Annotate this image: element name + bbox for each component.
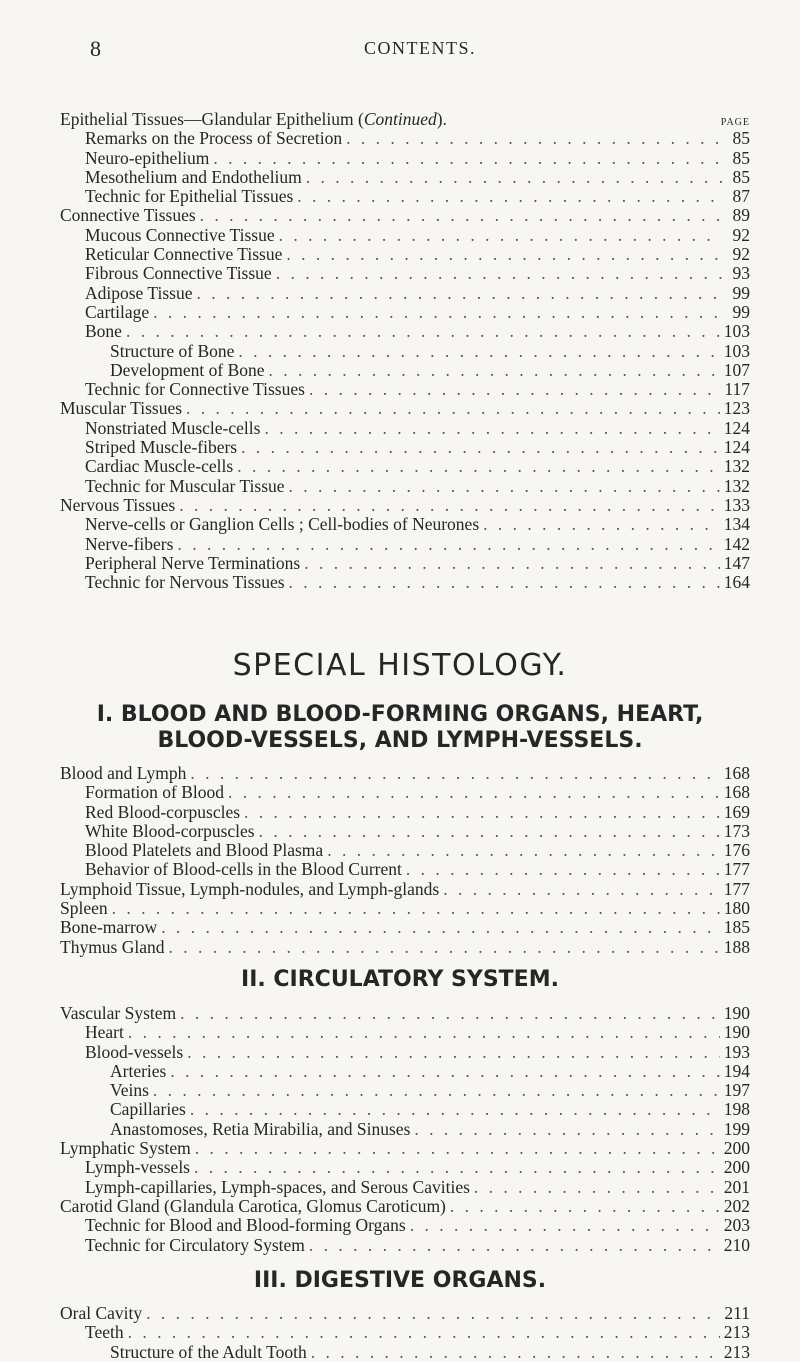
toc-entry xyxy=(60,554,750,573)
toc-entry-page: 210 xyxy=(723,1234,750,1255)
dot-leader xyxy=(228,783,720,802)
toc-entry xyxy=(60,783,750,802)
toc-entry-label: Technic for Epithelial Tissues xyxy=(85,186,294,207)
toc-entry xyxy=(60,1236,750,1255)
running-title: CONTENTS. xyxy=(364,38,476,58)
toc-entry-label: Fibrous Connective Tissue xyxy=(85,263,272,284)
toc-entry-page: 147 xyxy=(723,552,750,573)
toc-entry xyxy=(60,918,750,937)
toc-entry xyxy=(60,1004,750,1023)
toc-section-3 xyxy=(60,1304,750,1362)
section-1-title-line2: BLOOD-VESSELS, AND LYMPH-VESSELS. xyxy=(157,728,643,753)
dot-leader xyxy=(126,322,720,341)
dot-leader xyxy=(177,535,719,554)
toc-entry-page: 203 xyxy=(723,1215,750,1236)
toc-entry xyxy=(60,1343,750,1362)
dot-leader xyxy=(146,1304,720,1323)
toc-entry xyxy=(60,938,750,957)
toc-entry-label: Thymus Gland xyxy=(60,936,165,957)
toc-entry xyxy=(60,264,750,283)
toc-entry xyxy=(60,1043,750,1062)
dot-leader xyxy=(311,1343,720,1362)
toc-entry-label: Cartilage xyxy=(85,301,150,322)
toc-entry-label: Capillaries xyxy=(110,1099,186,1120)
toc-entry-page: 123 xyxy=(723,398,750,419)
toc-entry xyxy=(60,764,750,783)
toc-entry-page: 142 xyxy=(723,533,750,554)
section-1-title xyxy=(0,702,800,754)
toc-entry xyxy=(60,149,750,168)
toc-entry xyxy=(60,1323,750,1342)
dot-leader xyxy=(297,187,722,206)
toc-entry xyxy=(60,1139,750,1158)
toc-entry-page: 124 xyxy=(723,417,750,438)
toc-entry-label: Vascular System xyxy=(60,1003,177,1023)
dot-leader xyxy=(161,918,720,937)
toc-entry-page: 213 xyxy=(723,1341,750,1362)
toc-entry-label: Carotid Gland (Glandula Carotica, Glomus Caroticum) xyxy=(60,1195,446,1216)
toc-entry xyxy=(60,515,750,534)
dot-leader xyxy=(450,1197,720,1216)
toc-entry xyxy=(60,1023,750,1042)
toc-entry-page: 117 xyxy=(724,379,750,400)
toc-entry xyxy=(60,129,750,148)
toc-entry xyxy=(60,168,750,187)
toc-entry xyxy=(60,245,750,264)
toc-entry-label: Nonstriated Muscle-cells xyxy=(85,417,261,438)
section-3-title: III. DIGESTIVE ORGANS. xyxy=(253,1268,547,1293)
dot-leader xyxy=(483,515,720,534)
toc-entry xyxy=(60,822,750,841)
dot-leader xyxy=(195,1139,720,1158)
toc-entry-page: 200 xyxy=(723,1157,750,1178)
toc-entry-label: Teeth xyxy=(85,1322,124,1343)
dot-leader xyxy=(112,899,720,918)
toc-entry xyxy=(60,380,750,399)
toc-entry-page: 180 xyxy=(723,898,750,919)
dot-leader xyxy=(237,457,720,476)
toc-entry-page: 188 xyxy=(723,936,750,957)
toc-entry-page: 168 xyxy=(723,763,750,783)
toc-entry-label-italic: Continued xyxy=(363,109,437,129)
toc-entry-label: Technic for Nervous Tissues xyxy=(85,572,285,593)
dot-leader xyxy=(410,1216,720,1235)
toc-entry xyxy=(60,899,750,918)
toc-entry-page: 199 xyxy=(723,1118,750,1139)
toc-entry xyxy=(60,303,750,322)
toc-entry xyxy=(60,841,750,860)
toc-entry-label: Lymph-capillaries, Lymph-spaces, and Serous Cavities xyxy=(85,1176,470,1197)
toc-entry-page: 103 xyxy=(723,340,750,361)
dot-leader xyxy=(269,361,720,380)
toc-entry-label: Reticular Connective Tissue xyxy=(85,244,283,265)
toc-entry-label: Blood-vessels xyxy=(85,1041,184,1062)
dot-leader xyxy=(194,1158,720,1177)
toc-entry-page: 99 xyxy=(732,301,750,322)
toc-entry-page: 132 xyxy=(723,456,750,477)
dot-leader xyxy=(289,477,720,496)
toc-entry-page: 92 xyxy=(732,244,750,265)
dot-leader xyxy=(286,245,722,264)
toc-entry-label: Bone xyxy=(85,321,122,342)
toc-entry-label: Cardiac Muscle-cells xyxy=(85,456,234,477)
toc-entry-label: Adipose Tissue xyxy=(85,282,193,303)
toc-entry-page: 201 xyxy=(723,1176,750,1197)
dot-leader xyxy=(153,303,722,322)
dot-leader xyxy=(244,803,720,822)
dot-leader xyxy=(309,1236,720,1255)
toc-entry-label: Structure of Bone xyxy=(110,340,235,361)
dot-leader xyxy=(279,226,722,245)
toc-entry-page: 133 xyxy=(723,494,750,515)
toc-entry-label: Formation of Blood xyxy=(85,782,225,803)
toc-entry xyxy=(60,1062,750,1081)
special-histology-title: SPECIAL HISTOLOGY. xyxy=(232,648,568,683)
toc-entry-label: Remarks on the Process of Secretion xyxy=(85,128,343,149)
toc-entry xyxy=(60,110,750,129)
toc-entry xyxy=(60,860,750,879)
toc-section-1 xyxy=(60,764,750,957)
toc-entry-page: 193 xyxy=(723,1041,750,1062)
toc-entry-page: 200 xyxy=(723,1138,750,1159)
toc-entry xyxy=(60,496,750,515)
toc-entry xyxy=(60,1304,750,1323)
toc-entry-page: 173 xyxy=(723,820,750,841)
toc-entry-label: Peripheral Nerve Terminations xyxy=(85,552,301,573)
toc-entry xyxy=(60,1100,750,1119)
toc-entry-label-end: ). xyxy=(436,109,447,129)
toc-entry-label: Lymphatic System xyxy=(60,1138,191,1159)
dot-leader xyxy=(474,1178,720,1197)
toc-entry xyxy=(60,1216,750,1235)
toc-entry-label: Connective Tissues xyxy=(60,205,196,226)
toc-entry xyxy=(60,1081,750,1100)
toc-entry-page: 168 xyxy=(723,782,750,803)
toc-entry-page: 177 xyxy=(723,859,750,880)
toc-entry-page: 89 xyxy=(732,205,750,226)
dot-leader xyxy=(327,841,720,860)
toc-entry-page: 103 xyxy=(723,321,750,342)
dot-leader xyxy=(238,342,719,361)
dot-leader xyxy=(259,822,720,841)
toc-section-2 xyxy=(60,1004,750,1255)
toc-entry-label: Nerve-fibers xyxy=(85,533,174,554)
dot-leader xyxy=(264,419,719,438)
dot-leader xyxy=(128,1023,720,1042)
toc-entry-page: 87 xyxy=(732,186,750,207)
dot-leader xyxy=(304,554,720,573)
dot-leader xyxy=(213,149,722,168)
toc-entry xyxy=(60,419,750,438)
toc-entry-page: 164 xyxy=(723,572,750,593)
toc-entry-page: 202 xyxy=(723,1195,750,1216)
dot-leader xyxy=(196,284,722,303)
toc-entry xyxy=(60,803,750,822)
section-1-title-line1: I. BLOOD AND BLOOD-FORMING ORGANS, HEART, xyxy=(96,702,704,727)
dot-leader xyxy=(306,168,722,187)
page-column-heading: PAGE xyxy=(720,117,750,128)
toc-entry xyxy=(60,1197,750,1216)
toc-entry xyxy=(60,535,750,554)
toc-entry-label: Technic for Blood and Blood-forming Organs xyxy=(85,1215,406,1236)
dot-leader xyxy=(190,1100,720,1119)
toc-entry-label: Striped Muscle-fibers xyxy=(85,437,238,458)
toc-entry-label: Technic for Muscular Tissue xyxy=(85,475,285,496)
toc-entry-page: 85 xyxy=(732,166,750,187)
toc-entry-label: Heart xyxy=(85,1022,124,1043)
toc-entry-page: 92 xyxy=(732,224,750,245)
dot-leader xyxy=(200,206,722,225)
toc-entry-label: Nervous Tissues xyxy=(60,494,176,515)
page-header xyxy=(90,36,750,66)
toc-entry-label: Development of Bone xyxy=(110,359,265,380)
toc-entry-page: 169 xyxy=(723,801,750,822)
toc-entry-page: 85 xyxy=(732,147,750,168)
toc-entry-label-start: Epithelial Tissues—Glandular Epithelium ( xyxy=(60,109,364,129)
dot-leader xyxy=(187,1043,720,1062)
toc-entry-page: 190 xyxy=(723,1022,750,1043)
dot-leader xyxy=(179,496,720,515)
toc-entry-label: White Blood-corpuscles xyxy=(85,820,255,841)
toc-entry-label: Blood Platelets and Blood Plasma xyxy=(85,840,324,861)
toc-entry xyxy=(60,438,750,457)
dot-leader xyxy=(346,129,722,148)
toc-entry-page: 107 xyxy=(723,359,750,380)
toc-entry-label: Blood and Lymph xyxy=(60,763,187,783)
toc-entry-page: 177 xyxy=(723,878,750,899)
toc-entry-label: Behavior of Blood-cells in the Blood Current xyxy=(85,859,402,880)
toc-entry-label: Oral Cavity xyxy=(60,1303,143,1323)
toc-entry-page: 93 xyxy=(732,263,750,284)
toc-entry xyxy=(60,477,750,496)
toc-entry xyxy=(60,1178,750,1197)
toc-entry-label: Technic for Circulatory System xyxy=(85,1234,305,1255)
toc-entry-page: 185 xyxy=(723,917,750,938)
section-2-title: II. CIRCULATORY SYSTEM. xyxy=(241,967,559,992)
toc-entry-label: Lymph-vessels xyxy=(85,1157,190,1178)
toc-entry-label: Muscular Tissues xyxy=(60,398,183,419)
dot-leader xyxy=(153,1081,720,1100)
toc-entry-page: 197 xyxy=(723,1080,750,1101)
toc-entry-label: Red Blood-corpuscles xyxy=(85,801,241,822)
dot-leader xyxy=(289,573,720,592)
toc-entry-label: Arteries xyxy=(110,1060,167,1081)
toc-entry-label xyxy=(60,110,447,129)
dot-leader xyxy=(190,764,719,783)
toc-entry-page: 134 xyxy=(723,514,750,535)
toc-entry xyxy=(60,1158,750,1177)
toc-entry xyxy=(60,206,750,225)
toc-entry-page: 194 xyxy=(723,1060,750,1081)
toc-entry xyxy=(60,573,750,592)
dot-leader xyxy=(186,399,720,418)
toc-entry xyxy=(60,399,750,418)
toc-entry xyxy=(60,284,750,303)
dot-leader xyxy=(170,1062,719,1081)
toc-entry-page: 85 xyxy=(732,128,750,149)
dot-leader xyxy=(169,938,720,957)
dot-leader xyxy=(414,1120,719,1139)
dot-leader xyxy=(309,380,720,399)
dot-leader xyxy=(128,1323,720,1342)
toc-entry-page: 176 xyxy=(723,840,750,861)
toc-entry-page: 190 xyxy=(723,1003,750,1023)
toc-entry-label: Structure of the Adult Tooth xyxy=(110,1341,307,1362)
toc-entry xyxy=(60,880,750,899)
toc-entry xyxy=(60,342,750,361)
toc-entry-page: 211 xyxy=(724,1303,750,1323)
toc-entry-label: Mucous Connective Tissue xyxy=(85,224,275,245)
toc-entry xyxy=(60,187,750,206)
toc-entry-label: Mesothelium and Endothelium xyxy=(85,166,302,187)
toc-entry-label: Neuro-epithelium xyxy=(85,147,210,168)
toc-entry-page: 124 xyxy=(723,437,750,458)
dot-leader xyxy=(406,860,720,879)
dot-leader xyxy=(276,264,722,283)
toc-entry-label: Veins xyxy=(110,1080,149,1101)
toc-entry xyxy=(60,457,750,476)
toc-entry xyxy=(60,361,750,380)
toc-entry-label: Lymphoid Tissue, Lymph-nodules, and Lymph-glands xyxy=(60,878,440,899)
toc-entry-label: Spleen xyxy=(60,898,108,919)
dot-leader xyxy=(180,1004,720,1023)
dot-leader xyxy=(241,438,720,457)
toc-entry-label: Anastomoses, Retia Mirabilia, and Sinuses xyxy=(110,1118,411,1139)
toc-entry xyxy=(60,322,750,341)
dot-leader xyxy=(443,880,720,899)
toc-entry-label: Bone-marrow xyxy=(60,917,158,938)
toc-epithelial-to-nervous xyxy=(60,110,750,592)
toc-entry xyxy=(60,226,750,245)
toc-entry-page: 213 xyxy=(723,1322,750,1343)
toc-entry-label: Technic for Connective Tissues xyxy=(85,379,305,400)
toc-entry xyxy=(60,1120,750,1139)
toc-entry-page: 99 xyxy=(732,282,750,303)
page-number: 8 xyxy=(90,36,101,61)
toc-entry-page: 132 xyxy=(723,475,750,496)
toc-entry-label: Nerve-cells or Ganglion Cells ; Cell-bodies of Neurones xyxy=(85,514,480,535)
toc-entry-page: 198 xyxy=(723,1099,750,1120)
